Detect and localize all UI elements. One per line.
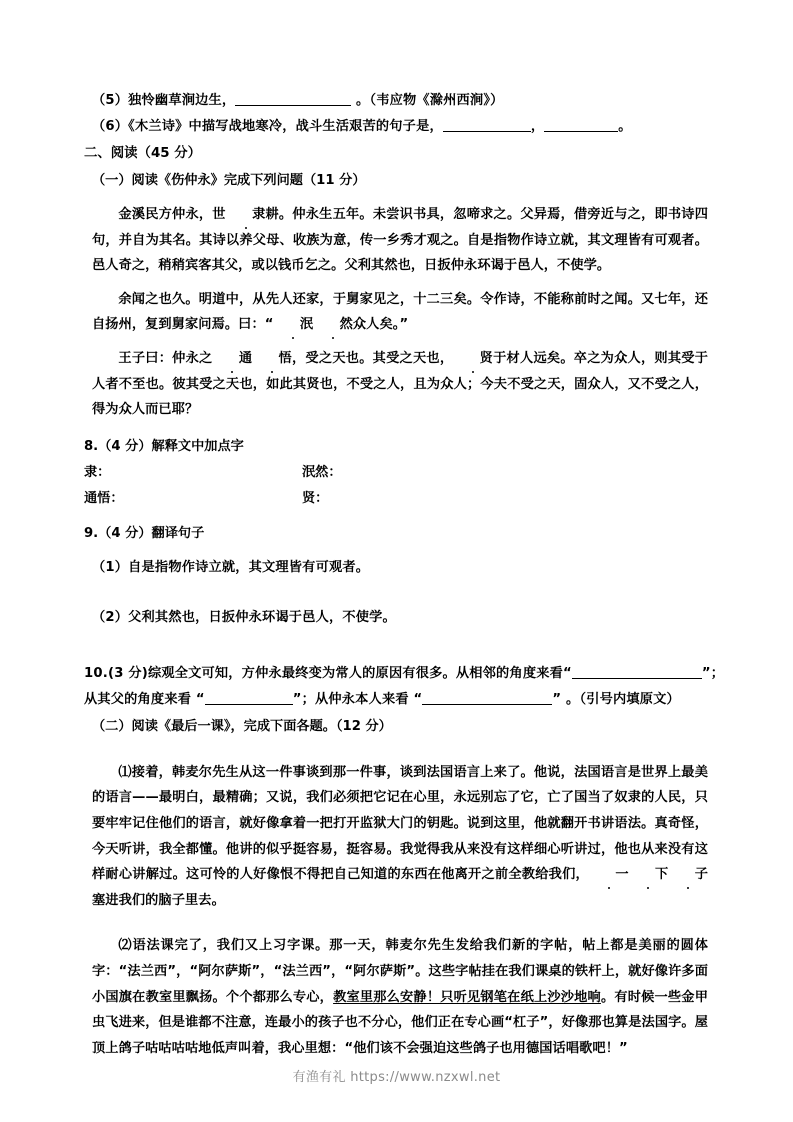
fill-in-item-6-suffix: 。: [618, 119, 632, 134]
fill-in-item-6-middle: ，: [530, 119, 545, 134]
question-9-title: 9.（4 分）翻译句子: [84, 525, 205, 541]
fill-in-item-5-suffix: 。（韦应物《滁州西涧》）: [356, 93, 504, 108]
fill-in-item-5-prefix: （5）独怜幽草涧边生，: [92, 93, 236, 108]
question-8-term: 贤：: [302, 490, 329, 506]
passage-one-heading: （一）阅读《伤仲永》完成下列问题（11 分）: [92, 173, 366, 188]
question-8-title: 8.（4 分）解释文中加点字: [84, 438, 244, 454]
answer-blank[interactable]: [443, 118, 531, 132]
fill-in-item-6: [92, 114, 708, 140]
underlined-text: 教室里那么安静！只听见钢笔在纸上沙沙地响: [333, 989, 601, 1005]
fill-in-item-6-prefix: （6）《木兰诗》中描写战地寒冷，战斗生活艰苦的句子是，: [92, 119, 443, 134]
emphasis-dot-char: 隶: [226, 202, 266, 228]
question-8-term: 通悟：: [84, 490, 124, 506]
section-two-title: 二、阅读（45 分）: [84, 146, 202, 161]
passage-two-paragraph-1: ⑴接着，韩麦尔先生从这一件事谈到那一件事，谈到法国语言上来了。他说，法国语言是世界上最美的语言——最明白，最精确；又说，我们必须把它记在心里，永远别忘了它，亡了国当了奴隶的人民，只要牢牢记住他们的语言，就好像拿着一把打开监狱大门的钥匙。说到这里，他就翻开书讲语法。真奇怪，今天听讲，我全都懂。他讲的似乎挺容易，挺容易。我觉得我从来没有这样细心听讲过，他也从来没有这样耐心讲解过。这可怜的人好像恨不得把自己知道的东西在他离开之前全教给我们， 一 下 子塞进我们的脑子里去。: [92, 764, 708, 908]
question-8-row-1: [84, 460, 708, 486]
passage-two-heading: （二）阅读《最后一课》，完成下面各题。（12 分）: [92, 718, 392, 734]
passage-two-paragraph-2: ⑵语法课完了，我们又上习字课。那一天，韩麦尔先生发给我们新的字帖，帖上都是美丽的圆体字：“法兰西”，“阿尔萨斯”，“法兰西”，“阿尔萨斯”。这些字帖挂在我们课桌的铁杆上，就好像许多面小国旗在教室里飘扬。个个都那么专心，教室里那么安静！只听见钢笔在纸上沙沙地响。有时候一些金甲虫飞进来，但是谁都不注意，连最小的孩子也不分心，他们正在专心画“杠子”，好像那也算是法国字。屋顶上鸽子咕咕咕咕地低声叫着，我心里想：“他们该不会强迫这些鸽子也用德国话唱歌吧！”: [92, 938, 708, 1056]
question-10-text-e: ” 。（引号内填原文）: [552, 691, 680, 707]
emphasis-dot-char: 悟: [252, 346, 292, 372]
question-10-text-a: 10.(3 分)综观全文可知，方仲永最终变为常人的原因有很多。从相邻的角度来看“: [84, 665, 572, 681]
question-10-line-2: [84, 687, 708, 713]
question-10-text-b: ”；: [701, 665, 725, 681]
question-9-item-1: （1）自是指物作诗立就，其文理皆有可观者。: [92, 559, 370, 575]
question-8-row-2: [84, 486, 708, 512]
emphasis-dot-char: 泯: [274, 312, 314, 338]
answer-blank[interactable]: [544, 118, 618, 132]
answer-blank[interactable]: [422, 691, 552, 705]
passage-one-paragraph-3: 王子曰：仲永之 通 悟，受之天也。其受之天也， 贤于材人远矣。卒之为众人，则其受于人者不至也。彼其受之天也，如此其贤也，不受之人，且为众人；今夫不受之天，固众人，又不受之人，得为众人而已耶？: [92, 346, 708, 423]
question-8-term: 隶：: [84, 464, 111, 480]
question-10-text-d: ”；从仲永本人来看 “: [292, 691, 423, 707]
question-8-term: 泯然：: [302, 464, 342, 480]
answer-blank[interactable]: [235, 92, 351, 106]
passage-one-paragraph-2: 余闻之也久。明道中，从先人还家，于舅家见之，十二三矣。令作诗，不能称前时之闻。又七年，还自扬州，复到舅家问焉。曰：“ 泯 然众人矣。”: [92, 287, 708, 338]
fill-in-item-5: [92, 88, 708, 114]
emphasis-dot-char: 下: [629, 862, 669, 888]
emphasis-dot-char: 通: [212, 346, 252, 372]
emphasis-dot-char: 然: [313, 312, 353, 338]
emphasis-dot-char: 贤: [453, 346, 493, 372]
emphasis-dot-char: 子: [668, 862, 708, 888]
passage-one-paragraph-1: 金溪民方仲永，世 隶耕。仲永生五年。未尝识书具，忽啼求之。父异焉，借旁近与之，即书诗四句，并自为其名。其诗以养父母、收族为意，传一乡秀才观之。自是指物作诗立就，其文理皆有可观者。邑人奇之，稍稍宾客其父，或以钱币乞之。父利其然也，日扳仲永环谒于邑人，不使学。: [92, 202, 708, 279]
watermark: 有渔有礼 https://www.nzxwl.net: [292, 1070, 501, 1085]
question-10-text-c: 从其父的角度来看 “: [84, 691, 205, 707]
answer-blank[interactable]: [572, 665, 702, 679]
question-9-item-2: （2）父利其然也，日扳仲永环谒于邑人，不使学。: [92, 609, 396, 625]
question-10-line-1: [84, 661, 725, 687]
answer-blank[interactable]: [205, 691, 293, 705]
emphasis-dot-char: 一: [589, 862, 629, 888]
